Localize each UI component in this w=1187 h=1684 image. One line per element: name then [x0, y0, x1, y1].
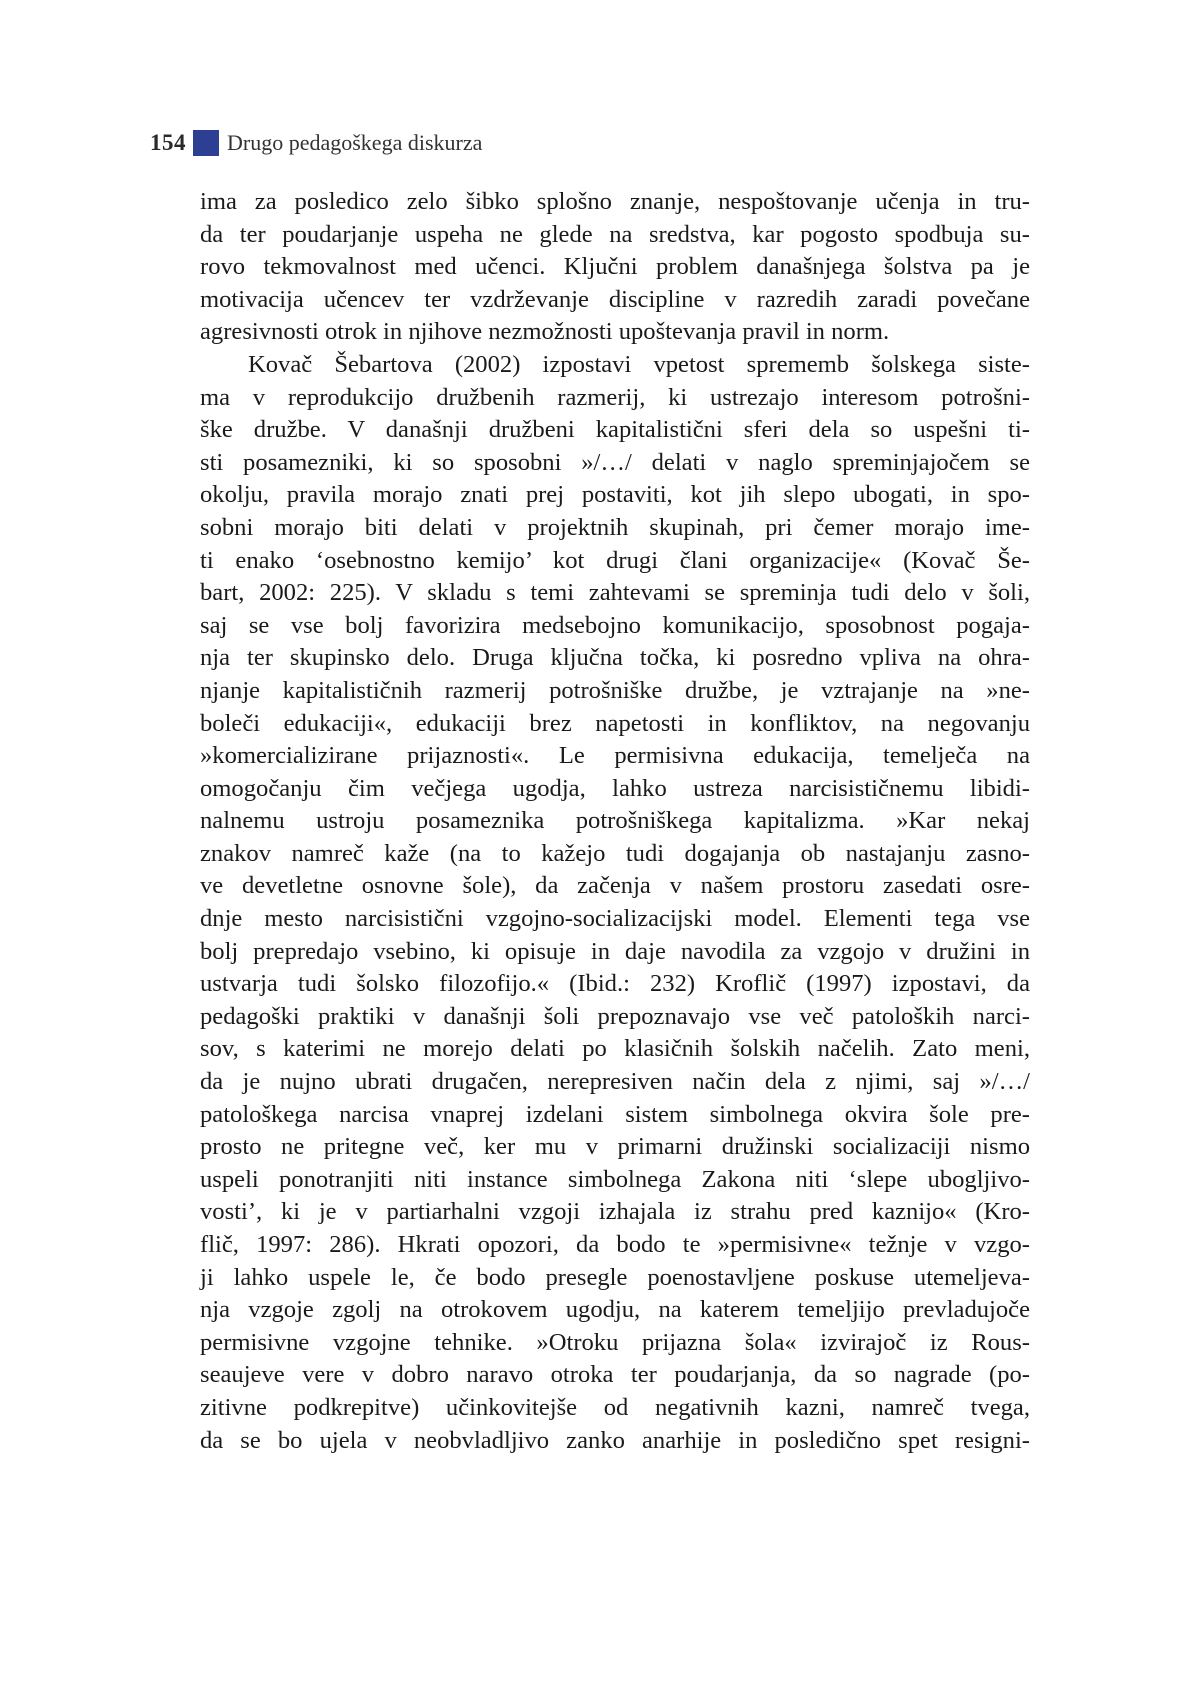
text-line: Kovač Šebartova (2002) izpostavi vpetost sprememb šolskega siste-	[248, 350, 1030, 378]
text-line: vosti’, ki je v partiarhalni vzgoji izhajala iz strahu pred kaznijo« (Kro-	[200, 1198, 1030, 1226]
text-line: seaujeve vere v dobro naravo otroka ter poudarjanja, da so nagrade (po-	[200, 1361, 1030, 1389]
text-line: nja vzgoje zgolj na otrokovem ugodju, na katerem temeljijo prevladujoče	[200, 1296, 1030, 1324]
text-line: permisivne vzgojne tehnike. »Otroku prijazna šola« izvirajoč iz Rous-	[200, 1328, 1030, 1356]
text-line: zitivne podkrepitve) učinkovitejše od negativnih kazni, namreč tvega,	[200, 1393, 1030, 1421]
paragraph	[200, 186, 1030, 349]
text-line: uspeli ponotranjiti niti instance simbolnega Zakona niti ‘slepe ubogljivo-	[200, 1165, 1030, 1193]
text-line: bolj prepredajo vsebino, ki opisuje in daje navodila za vzgojo v družini in	[200, 937, 1030, 965]
text-line: nja ter skupinsko delo. Druga ključna točka, ki posredno vpliva na ohra-	[200, 644, 1030, 672]
text-line: njanje kapitalističnih razmerij potrošniške družbe, je vztrajanje na »ne-	[200, 676, 1030, 704]
text-line: nalnemu ustroju posameznika potrošniškega kapitalizma. »Kar nekaj	[200, 807, 1030, 835]
text-line: pedagoški praktiki v današnji šoli prepoznavajo vse več patoloških narci-	[200, 1002, 1030, 1030]
text-line: ške družbe. V današnji družbeni kapitalistični sferi dela so uspešni ti-	[200, 416, 1030, 444]
text-line: okolju, pravila morajo znati prej postaviti, kot jih slepo ubogati, in spo-	[200, 481, 1030, 509]
text-line: saj se vse bolj favorizira medsebojno komunikacijo, sposobnost pogaja-	[200, 611, 1030, 639]
text-line: ustvarja tudi šolsko filozofijo.« (Ibid.: 232) Kroflič (1997) izpostavi, da	[200, 970, 1030, 998]
text-line: znakov namreč kaže (na to kažejo tudi dogajanja ob nastajanju zasno-	[200, 839, 1030, 867]
text-line: ima za posledico zelo šibko splošno znanje, nespoštovanje učenja in tru-	[200, 188, 1030, 215]
text-line: rovo tekmovalnost med učenci. Ključni problem današnjega šolstva pa je	[200, 253, 1030, 281]
text-line: sov, s katerimi ne morejo delati po klasičnih šolskih načelih. Zato meni,	[200, 1035, 1030, 1063]
text-line: da se bo ujela v neobvladljivo zanko anarhije in posledično spet resigni-	[200, 1426, 1030, 1454]
text-line: bart, 2002: 225). V skladu s temi zahtevami se spreminja tudi delo v šoli,	[200, 579, 1030, 607]
text-line: ve devetletne osnovne šole), da začenja v našem prostoru zasedati osre-	[200, 872, 1030, 900]
text-line: prosto ne pritegne več, ker mu v primarni družinski socializaciji nismo	[200, 1133, 1030, 1161]
text-line: »komercializirane prijaznosti«. Le permisivna edukacija, temelječa na	[200, 742, 1030, 770]
body-text	[200, 186, 1030, 1457]
blue-square-icon	[193, 130, 219, 156]
text-line: agresivnosti otrok in njihove nezmožnosti upoštevanja pravil in norm.	[200, 318, 890, 346]
text-line: dnje mesto narcisistični vzgojno-socializacijski model. Elementi tega vse	[200, 905, 1030, 933]
paragraph	[200, 349, 1030, 1457]
text-line: ji lahko uspele le, če bodo presegle poenostavljene poskuse utemeljeva-	[200, 1263, 1030, 1291]
text-line: da je nujno ubrati drugačen, nerepresiven način dela z njimi, saj »/…/	[200, 1068, 1030, 1096]
text-line: ti enako ‘osebnostno kemijo’ kot drugi člani organizacije« (Kovač Še-	[200, 546, 1030, 574]
page-number: 154	[150, 130, 186, 155]
text-line: flič, 1997: 286). Hkrati opozori, da bodo te »permisivne« težnje v vzgo-	[200, 1231, 1030, 1258]
text-line: ma v reprodukcijo družbenih razmerij, ki ustrezajo interesom potrošni-	[200, 383, 1030, 411]
text-line: motivacija učencev ter vzdrževanje discipline v razredih zaradi povečane	[200, 285, 1030, 313]
text-line: sti posamezniki, ki so sposobni »/…/ delati v naglo spreminjajočem se	[200, 448, 1030, 476]
running-head	[150, 128, 482, 158]
running-head-title: Drugo pedagoškega diskurza	[227, 130, 483, 155]
text-line: sobni morajo biti delati v projektnih skupinah, pri čemer morajo ime-	[200, 513, 1030, 541]
text-line: da ter poudarjanje uspeha ne glede na sredstva, kar pogosto spodbuja su-	[200, 220, 1030, 248]
text-line: boleči edukaciji«, edukaciji brez napetosti in konfliktov, na negovanju	[200, 709, 1030, 737]
text-line: patološkega narcisa vnaprej izdelani sistem simbolnega okvira šole pre-	[200, 1100, 1030, 1128]
text-line: omogočanju čim večjega ugodja, lahko ustreza narcisističnemu libidi-	[200, 774, 1030, 802]
